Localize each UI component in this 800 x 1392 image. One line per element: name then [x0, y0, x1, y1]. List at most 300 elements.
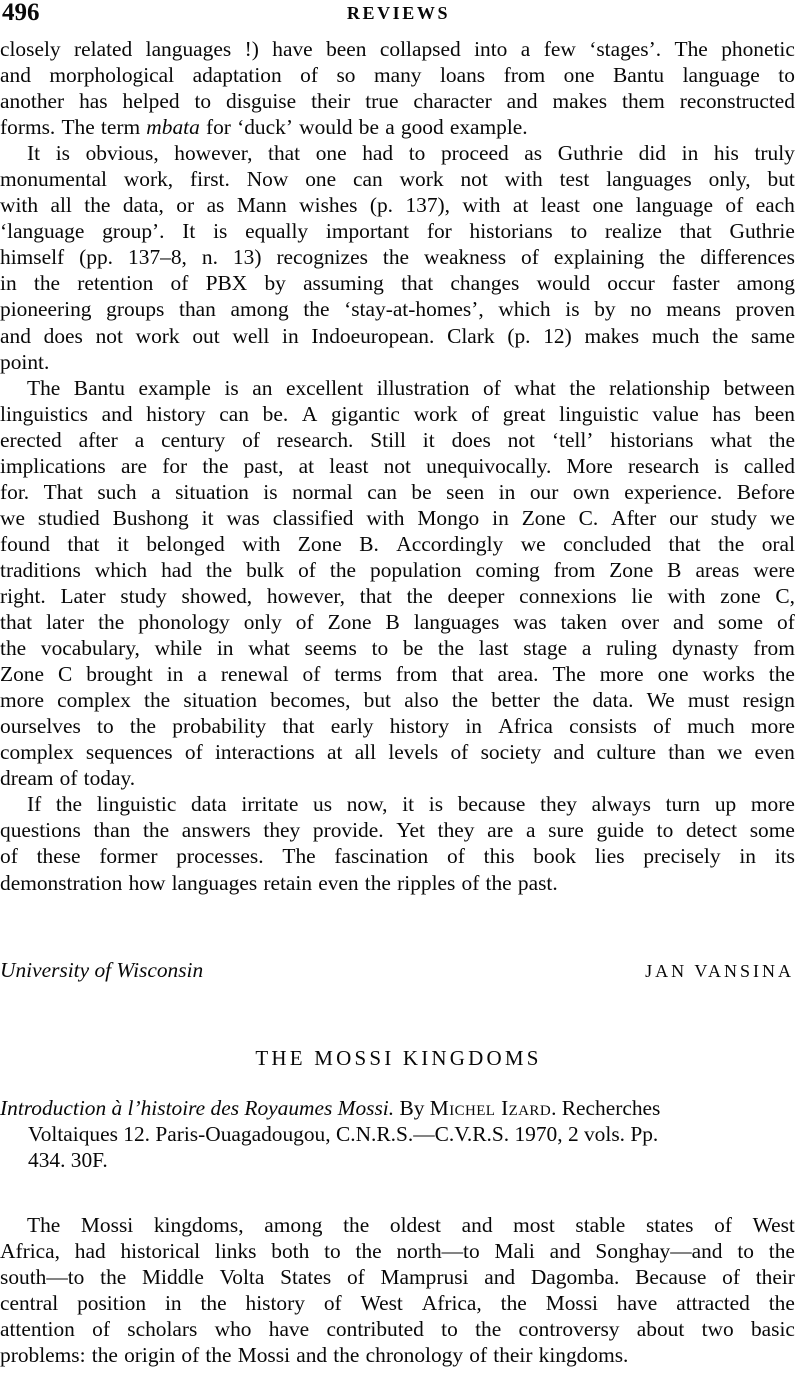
word: of [471, 401, 490, 426]
word: same [751, 323, 795, 348]
word: history [146, 401, 206, 426]
word: last [478, 636, 509, 661]
word: the [144, 688, 171, 713]
word: one [592, 193, 624, 218]
word: have [616, 1291, 658, 1316]
word: would [536, 271, 591, 296]
word: a [151, 479, 161, 504]
word: weakness [424, 245, 507, 270]
word: work [135, 323, 180, 348]
word: languages [171, 870, 258, 895]
word: in [739, 844, 756, 869]
word: situation [183, 688, 258, 713]
word: have [272, 37, 313, 61]
word: past, [243, 453, 284, 478]
word: attracted [676, 1291, 750, 1316]
word: their [311, 89, 351, 114]
word: Guthrie [557, 141, 624, 166]
word: It [182, 219, 196, 244]
word: is [714, 453, 729, 478]
word: phonology [138, 610, 230, 635]
word: West [360, 1291, 403, 1316]
word: 13) [232, 245, 262, 270]
word: are [487, 818, 514, 843]
word: with [462, 193, 501, 218]
word: always [591, 792, 651, 817]
word: links [214, 1239, 257, 1264]
word: proceed [440, 141, 509, 166]
word: of [323, 1291, 342, 1316]
word: least [329, 453, 369, 478]
citation-line [0, 1121, 795, 1147]
word: that [451, 662, 484, 687]
word: A [301, 401, 318, 426]
word: former [99, 844, 158, 869]
word: If [27, 792, 42, 817]
word: the [205, 1343, 232, 1368]
word: these [36, 844, 81, 869]
word: from [395, 662, 438, 687]
word: does [451, 427, 491, 452]
word: with [667, 583, 706, 608]
word: of [461, 870, 480, 895]
word: can [219, 401, 249, 426]
word: guide [596, 818, 644, 843]
word: up [714, 792, 737, 817]
text-line [0, 791, 795, 817]
word: what [710, 427, 752, 452]
word: the [142, 818, 170, 843]
word: the [659, 245, 686, 270]
word: collapsed [379, 37, 461, 61]
word: The [674, 37, 708, 61]
word: by [264, 271, 286, 296]
word: of [181, 1343, 200, 1368]
word: be [402, 636, 424, 661]
word: relationship [609, 375, 711, 400]
text-line [0, 661, 795, 687]
word: data, [122, 193, 164, 218]
word: the [343, 1213, 370, 1237]
word: showed, [181, 583, 253, 608]
word: helped [122, 89, 180, 114]
word: of [482, 375, 501, 400]
word: Africa, [0, 1239, 60, 1264]
word: not [507, 427, 535, 452]
word: they [437, 818, 475, 843]
word: reconstructed [679, 89, 795, 114]
word: study [120, 583, 167, 608]
word: research [627, 453, 700, 478]
word: provide. [312, 818, 384, 843]
word: recognizes [276, 245, 368, 270]
citation-segment: Voltaiques 12. Paris-Ouagadougou, C.N.R.S.—C.V.R.S. 1970, 2 vols. Pp. [28, 1122, 659, 1147]
word: West [752, 1213, 795, 1237]
word: as [206, 193, 225, 218]
word: the [205, 557, 233, 582]
word: Middle [142, 1265, 204, 1290]
word: Mongo [417, 505, 480, 530]
word: our [669, 505, 698, 530]
word: works [702, 662, 755, 687]
word: erected [0, 427, 62, 452]
word: from [553, 557, 596, 582]
word: Mossi [237, 1343, 291, 1368]
text-line [0, 1342, 795, 1368]
word: data [191, 792, 227, 817]
word: the [329, 557, 357, 582]
word: that [679, 219, 712, 244]
word: C [57, 662, 73, 687]
word: they [263, 818, 301, 843]
word: that [401, 271, 434, 296]
word: first. [190, 167, 230, 192]
text-line [0, 375, 795, 401]
word: unequivocally. [426, 453, 552, 478]
word: historical [120, 1239, 201, 1264]
word: vocabulary, [40, 636, 140, 661]
word: the [202, 453, 229, 478]
word: to [778, 63, 795, 88]
word: implications [0, 453, 106, 478]
word: turn [665, 792, 701, 817]
word: an [252, 375, 273, 400]
word: as [524, 141, 543, 166]
word: lie [631, 583, 653, 608]
word: it [116, 531, 129, 556]
word: of [722, 1265, 740, 1290]
word: Yet [396, 818, 425, 843]
word: with [0, 193, 39, 218]
word: today. [83, 766, 136, 791]
word: for [205, 115, 231, 140]
word: to [441, 1317, 458, 1342]
text-line [0, 1316, 795, 1342]
word: the [451, 688, 478, 713]
word: classified [272, 505, 354, 530]
word: position [77, 1291, 147, 1316]
word: important [325, 219, 410, 244]
text-line [0, 192, 795, 218]
word: more [599, 662, 644, 687]
word: with [242, 531, 281, 556]
word: coming [475, 557, 540, 582]
word: adaptation [192, 63, 282, 88]
word: can [367, 479, 397, 504]
word: right. [0, 583, 46, 608]
word: kingdoms. [538, 1343, 629, 1368]
word: processes. [176, 844, 264, 869]
word: obvious, [85, 141, 159, 166]
word: work [413, 401, 458, 426]
word: 137–8, [128, 245, 187, 270]
word: brought [86, 662, 153, 687]
word: seen [446, 479, 485, 504]
word: in [216, 636, 234, 661]
word: changes [450, 271, 520, 296]
word: ‘language [0, 219, 85, 244]
word: ripples [397, 870, 456, 895]
word: because [457, 792, 526, 817]
text-line [0, 609, 795, 635]
word: in [282, 323, 299, 348]
word: test [559, 167, 590, 192]
word: the [500, 1291, 527, 1316]
word: of [0, 844, 18, 869]
text-line [0, 817, 795, 843]
word: over [620, 610, 659, 635]
word: to [656, 818, 674, 843]
word: but [363, 688, 391, 713]
word: Zone [521, 505, 566, 530]
word: mbata [146, 115, 200, 140]
word: from [503, 63, 546, 88]
page-number: 496 [2, 0, 40, 26]
word: We [646, 688, 675, 713]
word: The [27, 375, 61, 400]
word: the [84, 193, 111, 218]
word: character [413, 89, 492, 114]
word: Guthrie [729, 219, 795, 244]
word: among [230, 297, 289, 322]
word: B [667, 557, 682, 582]
word: Zone [609, 557, 654, 582]
word: faster [672, 271, 720, 296]
word: detect [685, 818, 738, 843]
text-line [0, 62, 795, 88]
word: be [411, 479, 432, 504]
word: point. [0, 349, 50, 374]
word: we [0, 505, 25, 530]
word: study [710, 505, 758, 530]
word: of [59, 766, 78, 791]
word: n. [201, 245, 218, 270]
word: the [364, 870, 391, 895]
text-line [0, 401, 795, 427]
word: wishes [299, 193, 358, 218]
word: to [570, 219, 588, 244]
word: true [365, 89, 399, 114]
word: from [753, 636, 795, 661]
word: The [61, 115, 95, 140]
word: only [243, 610, 282, 635]
word: work, [123, 167, 174, 192]
word: ourselves [0, 714, 81, 739]
word: fascination [334, 844, 429, 869]
word: many [373, 63, 422, 88]
word: to [737, 1239, 754, 1264]
word: of [300, 63, 318, 88]
word: is [55, 141, 70, 166]
word: After [611, 505, 657, 530]
text-line [0, 244, 795, 270]
word: that [359, 583, 392, 608]
word: the [0, 636, 27, 661]
word: Bushong [112, 505, 189, 530]
word: in [681, 141, 699, 166]
word: the [768, 427, 795, 452]
word: in [492, 505, 509, 530]
word: the [475, 1317, 502, 1342]
text-line [0, 323, 795, 349]
text-line [0, 140, 795, 166]
word: much [687, 714, 735, 739]
word: Bantu [613, 63, 665, 88]
word: the [55, 792, 83, 817]
word: of [469, 1343, 488, 1368]
word: The [27, 1213, 61, 1237]
word: makes [552, 89, 608, 114]
word: scholars [127, 1317, 198, 1342]
word: the [382, 245, 410, 270]
word: irritate [241, 792, 299, 817]
word: sequences [85, 740, 173, 765]
word: and [484, 1265, 516, 1290]
word: were [753, 557, 795, 582]
citation-segment: Introduction à l’histoire des Royaumes Mossi. [0, 1096, 395, 1120]
word: most [513, 1213, 555, 1237]
word: Africa, [421, 1291, 482, 1316]
word: and [101, 401, 133, 426]
word: concluded [563, 531, 652, 556]
word: stage [523, 636, 568, 661]
word: of [242, 427, 260, 452]
word: has [79, 89, 108, 114]
word: well [232, 323, 270, 348]
word: proven [735, 297, 795, 322]
word: the [569, 375, 596, 400]
word: we [717, 740, 743, 765]
word: between [723, 375, 795, 400]
word: and [553, 740, 585, 765]
word: traditions [0, 557, 81, 582]
word: Mann [236, 193, 287, 218]
word: retention [77, 271, 154, 296]
word: and [549, 1239, 581, 1264]
word: of [346, 1265, 365, 1290]
word: his [713, 141, 739, 166]
word: than [93, 818, 131, 843]
word: a [525, 818, 536, 843]
word: oral [761, 531, 795, 556]
word: in [498, 479, 516, 504]
word: that [668, 531, 701, 556]
word: More [566, 453, 613, 478]
word: levels [388, 740, 439, 765]
text-line [0, 843, 795, 869]
word: later [46, 610, 85, 635]
word: of [170, 271, 189, 296]
word: had [161, 557, 192, 582]
text-line [0, 557, 795, 583]
word: 12) [543, 323, 572, 348]
word: retain [263, 870, 313, 895]
text-line [0, 531, 795, 557]
text-line [0, 739, 795, 765]
word: connexions [519, 583, 617, 608]
word: even [318, 870, 359, 895]
word: had [74, 1239, 106, 1264]
word: in [0, 271, 17, 296]
word: areas [695, 557, 740, 582]
word: the [768, 662, 795, 687]
word: one [305, 167, 337, 192]
word: Africa [498, 714, 553, 739]
word: not [383, 453, 411, 478]
word: of [298, 557, 316, 582]
word: to [97, 714, 114, 739]
word: no [630, 297, 652, 322]
word: a [134, 427, 145, 452]
word: of [653, 714, 671, 739]
text-line [0, 166, 795, 192]
word: own [572, 479, 610, 504]
citation-segment: Michel Izard [429, 1096, 552, 1120]
word: they [540, 792, 577, 817]
word: the [437, 636, 465, 661]
text-line [0, 427, 795, 453]
word: The [282, 844, 316, 869]
text-line [0, 270, 795, 296]
word: of [295, 610, 314, 635]
citation-line [0, 1147, 795, 1173]
word: interactions [214, 740, 315, 765]
word: linguistics [0, 401, 88, 426]
word: example. [449, 115, 528, 140]
word: a [520, 37, 531, 61]
word: truly [754, 141, 795, 166]
word: history [389, 714, 450, 739]
word: than [179, 297, 216, 322]
word: terms [334, 662, 382, 687]
word: it [201, 505, 214, 530]
word: among [736, 271, 795, 296]
word: Accordingly [396, 531, 504, 556]
word: and [0, 323, 31, 348]
word: basic [750, 1317, 795, 1342]
word: PBX [205, 271, 248, 296]
word: to [324, 1239, 341, 1264]
word: all [50, 193, 72, 218]
word: least [540, 193, 580, 218]
word: historians [610, 427, 694, 452]
word: even [754, 740, 795, 765]
word: experience. [624, 479, 723, 504]
word: but [767, 167, 795, 192]
word: after [78, 427, 118, 452]
word: and [296, 1343, 328, 1368]
word: that [282, 714, 315, 739]
word: it [422, 427, 435, 452]
word: did [638, 141, 667, 166]
word: lies [594, 844, 625, 869]
word: however, [174, 141, 253, 166]
word: than [668, 740, 706, 765]
word: some [749, 818, 795, 843]
review-two-body [0, 1212, 795, 1368]
word: data. [592, 688, 634, 713]
word: history [245, 1291, 305, 1316]
word: is [224, 375, 239, 400]
word: C, [775, 583, 795, 608]
word: its [774, 844, 795, 869]
word: Volta [219, 1265, 265, 1290]
word: only, [708, 167, 751, 192]
word: another [0, 89, 65, 114]
word: and [506, 89, 538, 114]
word: with [366, 505, 405, 530]
word: excellent [285, 375, 364, 400]
